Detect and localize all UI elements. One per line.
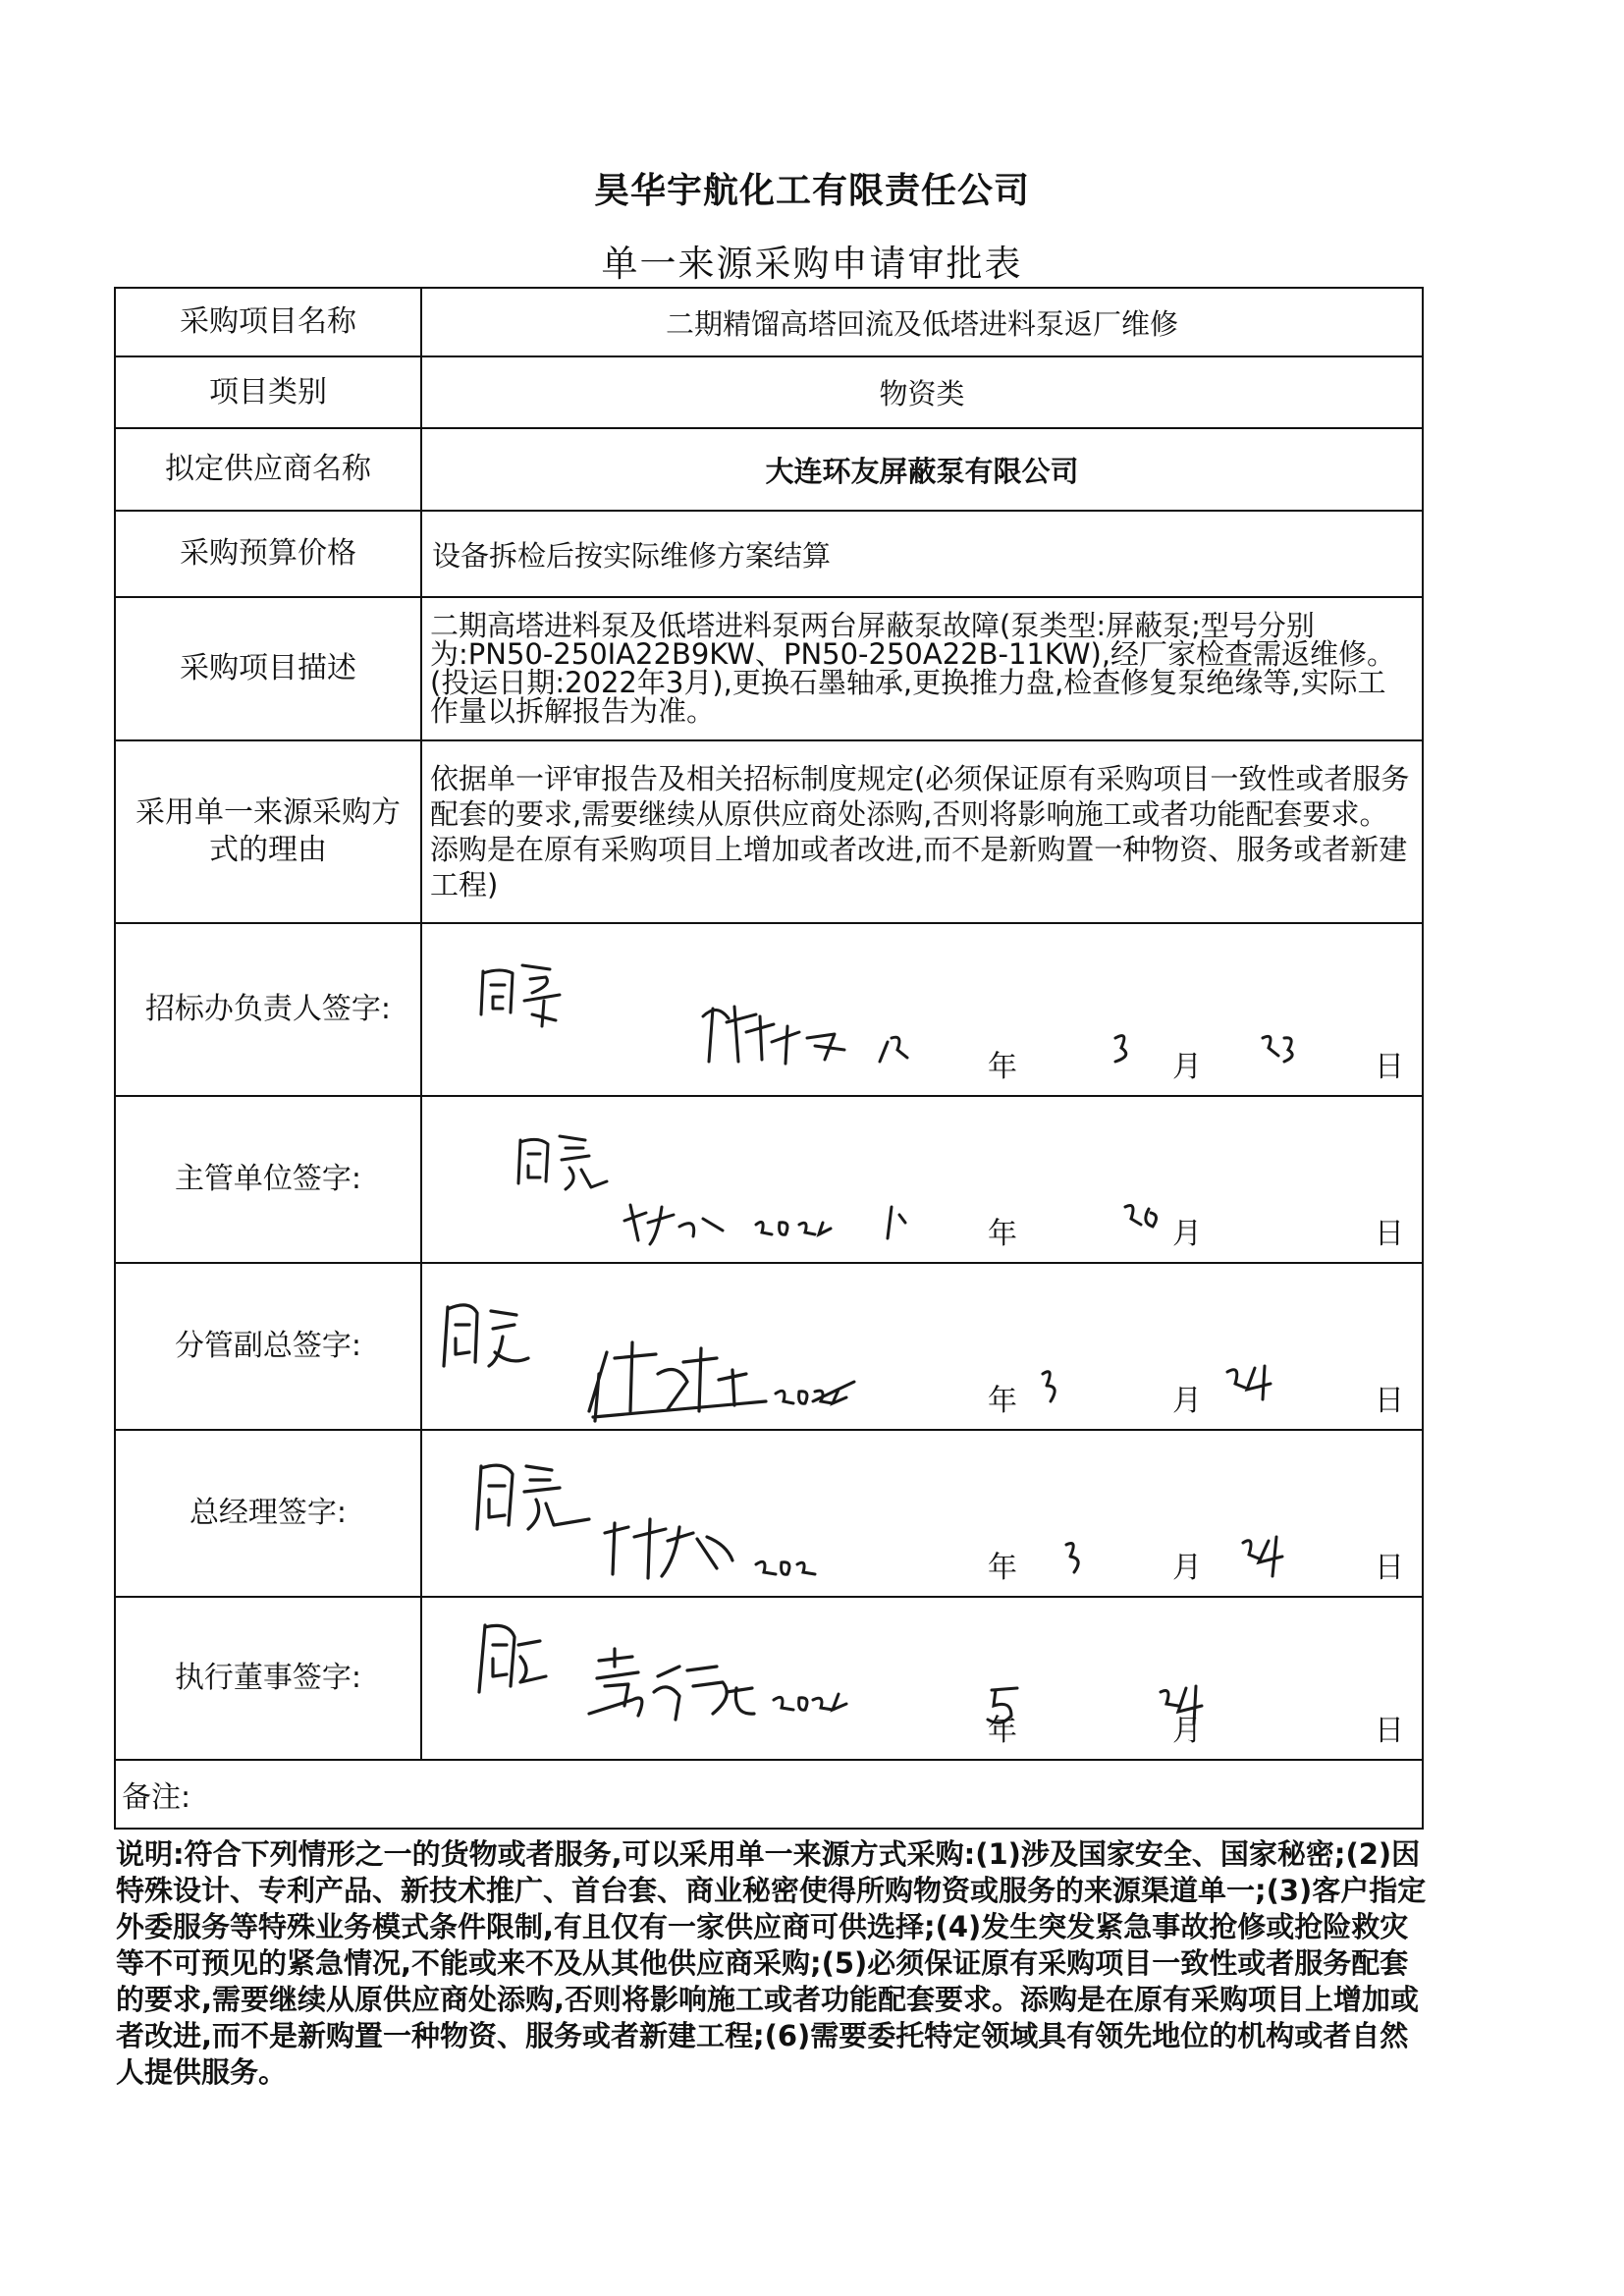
row-remark xyxy=(115,1760,1423,1829)
explanation-note: 说明:符合下列情形之一的货物或者服务,可以采用单一来源方式采购:(1)涉及国家安全、国家秘密;(2)因特殊设计、专利产品、新技术推广、首台套、商业秘密使得所购物资或服务的来源渠道单一;(3)客户指定外委服务等特殊业务模式条件限制,有且仅有一家供应商可供选择;(4)发生突发紧急事故抢修或抢险救灾等不可预见的紧急情况,不能或来不及从其他供应商采购;(5)必须保证原有采购项目一致性或者服务配套的要求,需要继续从原供应商处添购,否则将影响施工或者功能配套要求。添购是在原有采购项目上增加或者改进,而不是新购置一种物资、服务或者新建工程;(6)需要委托特定领域具有领先地位的机构或者自然人提供服务。 xyxy=(116,1837,1427,2089)
value-supplier: 大连环友屏蔽泵有限公司 xyxy=(421,428,1423,511)
date-year-unit: 年 xyxy=(988,1050,1017,1084)
row-project-name xyxy=(115,288,1423,356)
date-day-unit: 日 xyxy=(1375,1050,1404,1084)
value-project-name: 二期精馏高塔回流及低塔进料泵返厂维修 xyxy=(421,288,1423,356)
form-title: 单一来源采购申请审批表 xyxy=(601,243,1023,285)
signature-area-vice-president xyxy=(421,1263,1423,1430)
label-signature-executive-director: 执行董事签字: xyxy=(115,1597,421,1760)
date-day-unit: 日 xyxy=(1375,1217,1404,1251)
label-reason: 采用单一来源采购方式的理由 xyxy=(115,740,421,923)
date-year-unit: 年 xyxy=(988,1384,1017,1418)
row-reason xyxy=(115,740,1423,923)
row-description xyxy=(115,597,1423,740)
signature-date xyxy=(988,1209,1410,1251)
signature-area-executive-director xyxy=(421,1597,1423,1760)
label-description: 采购项目描述 xyxy=(115,597,421,740)
row-signature-executive-director xyxy=(115,1597,1423,1760)
date-month-unit: 月 xyxy=(1172,1217,1202,1251)
row-signature-vice-president xyxy=(115,1263,1423,1430)
signature-area-general-manager xyxy=(421,1430,1423,1597)
signature-date xyxy=(988,1376,1410,1418)
signature-area-department xyxy=(421,1096,1423,1263)
date-day-unit: 日 xyxy=(1375,1714,1404,1748)
label-category: 项目类别 xyxy=(115,356,421,428)
date-month-unit: 月 xyxy=(1172,1384,1202,1418)
row-signature-bidding-office xyxy=(115,923,1423,1096)
signature-area-bidding-office xyxy=(421,923,1423,1096)
value-category: 物资类 xyxy=(421,356,1423,428)
label-signature-vice-president: 分管副总签字: xyxy=(115,1263,421,1430)
value-description: 二期高塔进料泵及低塔进料泵两台屏蔽泵故障(泵类型:屏蔽泵;型号分别为:PN50-250IA22B9KW、PN50-250A22B-11KW),经厂家检查需返维修。(投运日期:2022年3月),更换石墨轴承,更换推力盘,检查修复泵绝缘等,实际工作量以拆解报告为准。 xyxy=(421,597,1423,740)
date-month-unit: 月 xyxy=(1172,1050,1202,1084)
label-signature-department: 主管单位签字: xyxy=(115,1096,421,1263)
date-year-unit: 年 xyxy=(988,1551,1017,1585)
date-month-unit: 月 xyxy=(1172,1551,1202,1585)
label-supplier: 拟定供应商名称 xyxy=(115,428,421,511)
date-year-unit: 年 xyxy=(988,1714,1017,1748)
label-signature-general-manager: 总经理签字: xyxy=(115,1430,421,1597)
row-budget xyxy=(115,511,1423,597)
signature-date xyxy=(988,1543,1410,1585)
date-month-unit: 月 xyxy=(1172,1714,1202,1748)
date-day-unit: 日 xyxy=(1375,1551,1404,1585)
signature-date xyxy=(988,1706,1410,1748)
row-signature-department xyxy=(115,1096,1423,1263)
label-budget: 采购预算价格 xyxy=(115,511,421,597)
approval-form-table xyxy=(114,287,1424,1830)
company-name: 昊华宇航化工有限责任公司 xyxy=(593,171,1030,211)
row-category xyxy=(115,356,1423,428)
date-day-unit: 日 xyxy=(1375,1384,1404,1418)
label-signature-bidding-office: 招标办负责人签字: xyxy=(115,923,421,1096)
row-supplier xyxy=(115,428,1423,511)
signature-date xyxy=(988,1042,1410,1084)
value-budget: 设备拆检后按实际维修方案结算 xyxy=(421,511,1423,597)
date-year-unit: 年 xyxy=(988,1217,1017,1251)
remark-label: 备注: xyxy=(115,1760,1423,1829)
value-reason: 依据单一评审报告及相关招标制度规定(必须保证原有采购项目一致性或者服务配套的要求,需要继续从原供应商处添购,否则将影响施工或者功能配套要求。添购是在原有采购项目上增加或者改进,而不是新购置一种物资、服务或者新建工程) xyxy=(421,740,1423,923)
label-project-name: 采购项目名称 xyxy=(115,288,421,356)
row-signature-general-manager xyxy=(115,1430,1423,1597)
